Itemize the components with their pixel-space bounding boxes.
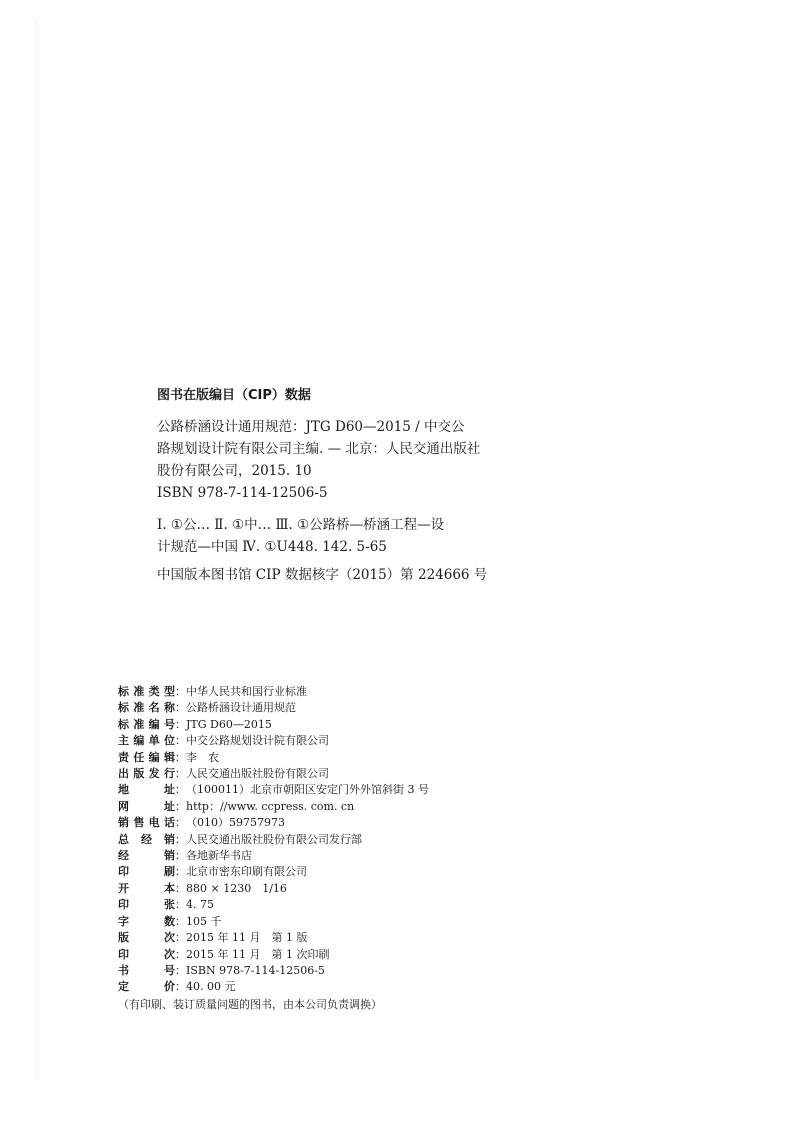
colophon-label: 书号 — [118, 963, 175, 977]
colophon-value: 2015 年 11 月 第 1 次印刷 — [186, 947, 330, 961]
colophon-separator: ： — [175, 947, 186, 961]
colophon-value: 人民交通出版社股份有限公司 — [186, 767, 329, 781]
colophon-value: JTG D60—2015 — [186, 717, 272, 731]
colophon-row — [118, 979, 538, 995]
colophon-label: 销售电话 — [118, 816, 175, 830]
colophon-label: 地址 — [118, 783, 175, 797]
colophon-row — [118, 799, 538, 815]
colophon-row — [118, 897, 538, 913]
colophon-value: 北京市密东印刷有限公司 — [186, 865, 307, 879]
colophon-value: 40. 00 元 — [186, 980, 236, 994]
colophon-separator: ： — [175, 849, 186, 863]
colophon-label: 责任编辑 — [118, 750, 175, 764]
colophon-label: 字数 — [118, 914, 175, 928]
cip-class-line: 计规范—中国 Ⅳ. ①U448. 142. 5-65 — [157, 539, 387, 555]
colophon-row — [118, 733, 538, 749]
colophon-label: 标准类型 — [118, 685, 175, 698]
colophon-label: 总经销 — [118, 832, 175, 846]
colophon-value: 105 千 — [186, 914, 222, 928]
scan-margin-mark — [36, 20, 38, 1080]
cip-classification — [157, 514, 537, 558]
colophon-value: （010）59757973 — [186, 816, 285, 830]
colophon-separator: ： — [175, 799, 186, 813]
colophon-value: 4. 75 — [186, 898, 214, 912]
colophon-label: 开本 — [118, 881, 175, 895]
colophon-separator: ： — [175, 816, 186, 830]
cip-line: 公路桥涵设计通用规范：JTG D60—2015 / 中交公 — [157, 419, 465, 435]
colophon-row — [118, 684, 538, 700]
colophon-value: 各地新华书店 — [186, 849, 252, 863]
colophon-separator: ： — [175, 881, 186, 895]
colophon-label: 标准编号 — [118, 717, 175, 731]
colophon-value: 人民交通出版社股份有限公司发行部 — [186, 832, 362, 846]
colophon-row — [118, 750, 538, 766]
colophon — [118, 684, 538, 1013]
colophon-value: 中交公路规划设计院有限公司 — [186, 734, 329, 748]
colophon-label: 版次 — [118, 931, 175, 945]
colophon-row — [118, 815, 538, 831]
colophon-separator: ： — [175, 783, 186, 797]
colophon-row — [118, 700, 538, 716]
cip-title: 图书在版编目（CIP）数据 — [157, 388, 311, 403]
colophon-row — [118, 864, 538, 880]
colophon-row — [118, 832, 538, 848]
colophon-row — [118, 766, 538, 782]
colophon-value: 公路桥涵设计通用规范 — [186, 701, 296, 715]
colophon-value: 880 × 1230 1/16 — [186, 881, 287, 895]
colophon-separator: ： — [175, 963, 186, 977]
cip-class-line: Ⅰ. ①公… Ⅱ. ①中… Ⅲ. ①公路桥—桥涵工程—设 — [157, 517, 445, 533]
colophon-label: 网址 — [118, 799, 175, 813]
cip-record-number: 中国版本图书馆 CIP 数据核字（2015）第 224666 号 — [157, 567, 488, 583]
colophon-label: 出版发行 — [118, 767, 175, 781]
cip-line: 路规划设计院有限公司主编. — 北京：人民交通出版社 — [157, 441, 481, 457]
cip-description — [157, 416, 537, 504]
cip-line: 股份有限公司，2015. 10 — [157, 463, 312, 479]
colophon-row — [118, 947, 538, 963]
colophon-value: 2015 年 11 月 第 1 版 — [186, 931, 308, 945]
colophon-row — [118, 930, 538, 946]
colophon-label: 经销 — [118, 849, 175, 863]
colophon-row — [118, 717, 538, 733]
colophon-value: ISBN 978-7-114-12506-5 — [186, 963, 325, 977]
colophon-separator: ： — [175, 685, 186, 698]
colophon-row — [118, 881, 538, 897]
colophon-separator: ： — [175, 832, 186, 846]
cip-data-block — [157, 386, 537, 586]
colophon-label: 主编单位 — [118, 734, 175, 748]
colophon-note: （有印刷、装订质量问题的图书，由本公司负责调换） — [118, 997, 382, 1011]
colophon-separator: ： — [175, 717, 186, 731]
colophon-label: 定价 — [118, 980, 175, 994]
colophon-value: 李 农 — [186, 750, 219, 764]
colophon-row — [118, 848, 538, 864]
colophon-separator: ： — [175, 734, 186, 748]
colophon-separator: ： — [175, 750, 186, 764]
colophon-row — [118, 782, 538, 798]
colophon-separator: ： — [175, 914, 186, 928]
colophon-separator: ： — [175, 931, 186, 945]
colophon-separator: ： — [175, 980, 186, 994]
colophon-separator: ： — [175, 701, 186, 715]
colophon-label: 标准名称 — [118, 701, 175, 715]
colophon-value: （100011）北京市朝阳区安定门外外馆斜街 3 号 — [186, 783, 429, 797]
colophon-row — [118, 963, 538, 979]
colophon-label: 印次 — [118, 947, 175, 961]
colophon-row — [118, 914, 538, 930]
cip-isbn: ISBN 978-7-114-12506-5 — [157, 485, 328, 501]
colophon-separator: ： — [175, 865, 186, 879]
colophon-label: 印刷 — [118, 865, 175, 879]
colophon-value: http：//www. ccpress. com. cn — [186, 799, 355, 813]
colophon-label: 印张 — [118, 898, 175, 912]
colophon-separator: ： — [175, 898, 186, 912]
colophon-value: 中华人民共和国行业标准 — [186, 685, 307, 698]
colophon-separator: ： — [175, 767, 186, 781]
